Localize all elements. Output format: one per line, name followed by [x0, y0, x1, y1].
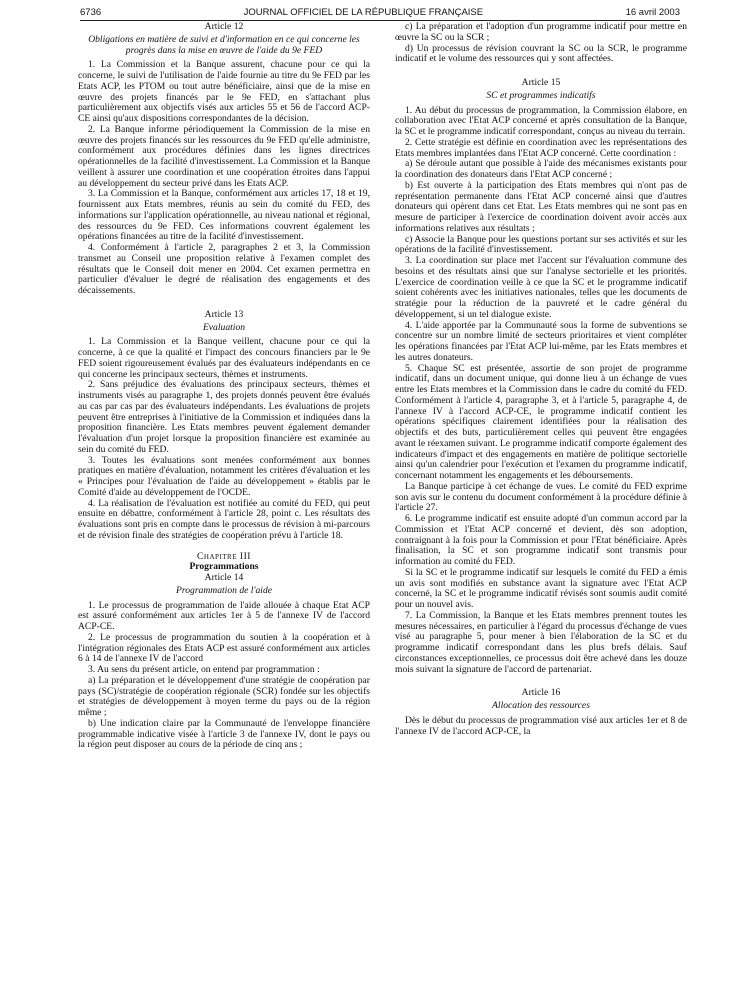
article-12-paragraph-3: 3. La Commission et la Banque, conformément aux articles 17, 18 et 19, fournissent aux Etats membres, réunis au sein du comité du FED, des informations sur l'application opérationnelle, au niveau national et régional, des ressources du 9e FED. Ces informations couvrent également les opérations financées au titre de la facilité d'investissement.: [78, 188, 370, 243]
left-column: [78, 22, 370, 988]
article-15-paragraph-2c: c) Associe la Banque pour les questions portant sur ses activités et sur les opérations de la facilité d'investissement.: [395, 233, 687, 256]
article-16-subtitle: Allocation des ressources: [492, 700, 590, 711]
article-14-paragraph-1: 1. Le processus de programmation de l'aide allouée à chaque Etat ACP est assuré conformément aux articles 1er à 5 de l'annexe IV de l'accord ACP-CE.: [78, 599, 370, 632]
article-14-subtitle: Programmation de l'aide: [175, 584, 273, 596]
article-15-paragraph-1: 1. Au début du processus de programmation, la Commission élabore, en collaboration avec l'Etat ACP concerné et après consultation de la Banque, la SC et le programme indicatif correspondant, conçus au niveau du terrain.: [395, 104, 687, 137]
page-header: [80, 4, 680, 21]
article-14-paragraph-3c: c) La préparation et l'adoption d'un programme indicatif pour mettre en œuvre la SC ou la SCR ;: [395, 22, 687, 43]
article-16-paragraph-1: Dès le début du processus de programmation visé aux articles 1er et 8 de l'annexe IV de l'accord ACP-CE, la: [395, 714, 687, 737]
article-15-paragraph-7: 7. La Commission, la Banque et les Etats membres prennent toutes les mesures nécessaires, en particulier à l'égard du processus d'échange de vues visé au paragraphe 5, pour mener à bien l'élaboration de la SC et du programme indicatif correspondant dans les plus brefs délais. Sauf circonstances exceptionnelles, ce processus doit être achevé dans les douze mois suivant la signature de l'accord de partenariat.: [395, 609, 687, 675]
article-15-title: Article 15: [521, 77, 561, 88]
article-12-subtitle: Obligations en matière de suivi et d'information en ce qui concerne les progrès dans la mise en œuvre de l'aide du 9e FED: [88, 33, 360, 56]
right-column: [395, 22, 687, 988]
article-15-paragraph-5b: La Banque participe à cet échange de vues. Le comité du FED exprime son avis sur le contenu du document conformément à la procédure définie à l'article 27.: [395, 480, 687, 514]
article-15-paragraph-5: 5. Chaque SC est présentée, assortie de son projet de programme indicatif, dans un document unique, qui donne lieu à un échange de vues entre les Etats membres et la Commission dans le cadre du comité du FED. Conformément à l'article 4, paragraphe 3, et à l'article 5, paragraphe 4, de l'annexe IV à l'accord ACP-CE, le programme indicatif contient les opérations spécifiques clairement identifiées pour la réalisation des objectifs et des buts, particulièrement celles qui peuvent être engagées avant le réexamen suivant. Le programme indicatif comporte également des indicateurs d'impact et des engagements en matière de politique sectorielle ainsi qu'un calendrier pour l'exécution et l'examen du programme indicatif, concernant notamment les engagements et les déboursements.: [395, 362, 687, 481]
article-13-paragraph-1: 1. La Commission et la Banque veillent, chacune pour ce qui la concerne, à ce que la qualité et l'impact des concours financiers par le 9e FED soient rigoureusement évalués par des évaluateurs indépendants en ce qui concerne les principaux secteurs, thèmes et instruments.: [78, 336, 370, 380]
article-13-paragraph-3: 3. Toutes les évaluations sont menées conformément aux bonnes pratiques en matière d'évaluation, notamment les critères d'évaluation et les « Principes pour l'évaluation de l'aide au développement » établis par le Comité d'aide au développement de l'OCDE.: [78, 454, 370, 498]
article-15-subtitle: SC et programmes indicatifs: [486, 89, 596, 101]
article-14-paragraph-3b: b) Une indication claire par la Communauté de l'enveloppe financière programmable indicative visée à l'article 3 de l'annexe IV, dont le pays ou la région peut disposer au cours de la période de cinq ans ;: [78, 717, 370, 751]
article-14-paragraph-3: 3. Au sens du présent article, on entend par programmation :: [88, 664, 320, 675]
article-14-title: Article 14: [204, 572, 244, 583]
article-12-paragraph-1: 1. La Commission et la Banque assurent, chacune pour ce qui la concerne, le suivi de l'utilisation de l'aide fournie au titre du 9e FED par les Etats ACP, les PTOM ou tout autre bénéficiaire, ainsi que de la mise en œuvre des projets financés par le 9e FED, en s'attachant plus particulièrement aux objectifs visés aux articles 55 et 56 de l'accord ACP-CE ainsi qu'aux dispositions correspondantes de la décision.: [78, 59, 370, 124]
article-15-paragraph-2b: b) Est ouverte à la participation des Etats membres qui n'ont pas de représentation permanente dans l'Etat ACP concerné ainsi que d'autres donateurs qui opèrent dans cet Etat. Les Etats membres qui ne sont pas en mesure de participer à l'exercice de coordination doivent avoir accès aux informations relatives aux résultats ;: [395, 179, 687, 234]
article-15-paragraph-2: 2. Cette stratégie est définie en coordination avec les représentations des Etats membres implantées dans l'Etat ACP concerné. Cette coordination :: [395, 136, 687, 159]
article-15-paragraph-2a: a) Se déroule autant que possible à l'aide des mécanismes existants pour la coordination des donateurs dans l'Etat ACP concerné ;: [395, 158, 687, 180]
chapter-heading: Chapitre III: [197, 550, 251, 562]
article-13-subtitle: Evaluation: [202, 321, 246, 333]
article-13-paragraph-2: 2. Sans préjudice des évaluations des principaux secteurs, thèmes et instruments visés au paragraphe 1, des projets donnés peuvent être évalués au cas par cas par des évaluateurs indépendants. Les évaluations de projets peuvent être entreprises à l'initiative de la Commission et indiquées dans la proposition financière. Les Etats membres peuvent également demander l'évaluation d'un projet lorsque la proposition financière est examinée au sein du comité du FED.: [78, 379, 370, 455]
article-16-title: Article 16: [521, 687, 561, 699]
article-14-paragraph-3d: d) Un processus de révision couvrant la SC ou la SCR, le programme indicatif et le volume des ressources qui y sont affectées.: [395, 42, 687, 65]
article-12-title: Article 12: [204, 22, 244, 32]
chapter-title: Programmations: [189, 561, 259, 573]
article-15-paragraph-6b: Si la SC et le programme indicatif sur lesquels le comité du FED a émis un avis sont modifiés en substance avant la signature avec l'Etat ACP concerné, la SC et le programme indicatif révisés sont soumis audit comité pour un nouvel avis.: [395, 566, 687, 610]
article-15-paragraph-6: 6. Le programme indicatif est ensuite adopté d'un commun accord par la Commission et l'Etat ACP concerné et devient, dès son adoption, contraignant à la fois pour la Commission et pour l'Etat bénéficiaire. Après finalisation, la SC et son programme indicatif sont transmis pour information au comité du FED.: [395, 513, 687, 567]
journal-title: JOURNAL OFFICIEL DE LA RÉPUBLIQUE FRANÇAISE: [243, 6, 484, 18]
page-number: 6736: [80, 6, 102, 18]
article-14-paragraph-3a: a) La préparation et le développement d'une stratégie de coopération par pays (SC)/stratégie de coopération régionale (SCR) fondée sur les objectifs et stratégies de développement à moyen terme du pays ou de la région même ;: [78, 674, 370, 718]
article-15-paragraph-4: 4. L'aide apportée par la Communauté sous la forme de subventions se concentre sur un nombre limité de secteurs prioritaires et vient compléter les opérations financées par l'Etat ACP lui-même, par les Etats membres et les autres donateurs.: [395, 319, 687, 363]
article-13-title: Article 13: [204, 308, 244, 320]
article-15-paragraph-3: 3. La coordination sur place met l'accent sur l'évaluation commune des besoins et des résultats ainsi que sur l'analyse sectorielle et les priorités. L'exercice de coordination veille à ce que la SC et le programme indicatif soient cohérents avec les initiatives nationales, telles que les documents de stratégie pour la réduction de la pauvreté et le cadre général du développement, si un tel dialogue existe.: [395, 255, 687, 320]
article-12-paragraph-4: 4. Conformément à l'article 2, paragraphes 2 et 3, la Commission transmet au Conseil une proposition relative à l'examen complet des résultats que le Conseil doit mener en 2004. Cet examen permettra en particulier d'évaluer le degré de réalisation des engagements et des décaissements.: [78, 242, 370, 296]
article-12-paragraph-2: 2. La Banque informe périodiquement la Commission de la mise en œuvre des projets financés sur les ressources du 9e FED qu'elle administre, conformément aux procédures définies dans les lignes directrices opérationnelles de la facilité d'investissement. La Commission et la Banque veillent à assurer une coordination et une coopération étroites dans l'appui au développement du secteur privé dans les Etats ACP.: [78, 123, 370, 189]
publication-date: 16 avril 2003: [625, 6, 680, 18]
article-13-paragraph-4: 4. La réalisation de l'évaluation est notifiée au comité du FED, qui peut ensuite en débattre, conformément à l'article 28, point c. Les résultats des évaluations sont pris en compte dans le processus de révision à mi-parcours et de révision finale des stratégies de coopération prévu à l'article 18.: [78, 497, 370, 541]
article-14-paragraph-2: 2. Le processus de programmation du soutien à la coopération et à l'intégration régionales des Etats ACP est assuré conformément aux articles 6 à 14 de l'annexe IV de l'accord: [78, 631, 370, 665]
